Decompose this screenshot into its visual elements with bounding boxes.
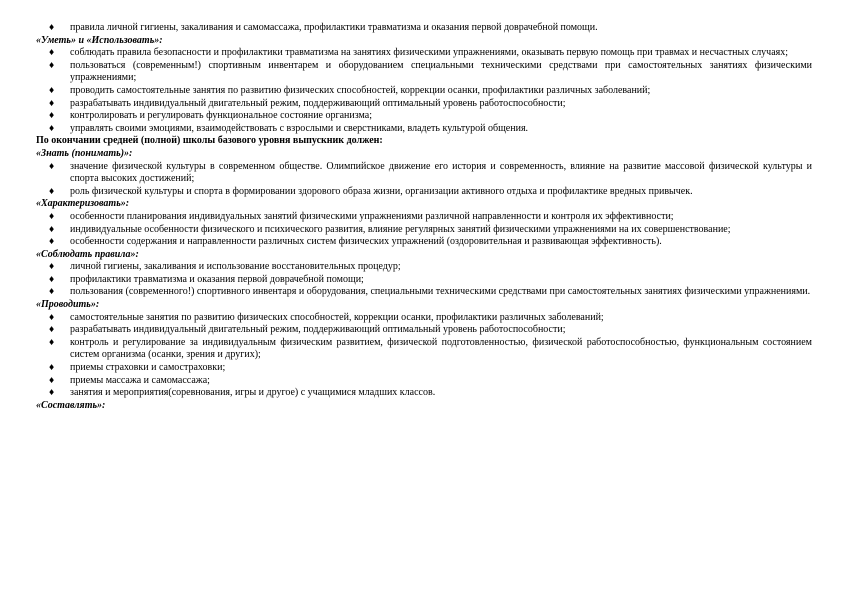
list-item bbox=[36, 261, 812, 274]
list-item-text: проводить самостоятельные занятия по развитию физических способностей, коррекции осанки, профилактики различных заболеваний; bbox=[70, 84, 651, 96]
list-item-text: пользования (современного!) спортивного инвентаря и оборудования, специальными техническими средствами при самостоятельных занятиях физическими упражнениями. bbox=[70, 286, 811, 298]
bullet-list bbox=[36, 312, 812, 400]
list-item bbox=[36, 224, 812, 237]
diamond-bullet-icon: ♦ bbox=[48, 237, 56, 247]
diamond-bullet-icon: ♦ bbox=[48, 287, 56, 297]
document-body bbox=[36, 22, 812, 412]
list-item-text: приемы страховки и самостраховки; bbox=[70, 362, 226, 374]
list-item bbox=[36, 324, 812, 337]
list-item-text: пользоваться (современным!) спортивным инвентарем и оборудованием специальными техническими средствами при самостоятельных занятиях физическими упражнениями; bbox=[70, 59, 812, 84]
diamond-bullet-icon: ♦ bbox=[48, 23, 56, 32]
list-item bbox=[36, 98, 812, 111]
diamond-bullet-icon: ♦ bbox=[48, 388, 56, 398]
list-item-text: управлять своими эмоциями, взаимодействовать с взрослыми и сверстниками, владеть культурой общения. bbox=[70, 122, 529, 134]
list-item bbox=[36, 286, 812, 299]
list-item-text: разрабатывать индивидуальный двигательный режим, поддерживающий оптимальный уровень работоспособности; bbox=[70, 97, 566, 109]
list-item-text: индивидуальные особенности физического и психического развития, влияние регулярных занятий физическими упражнениями на их совершенствование; bbox=[70, 223, 731, 235]
list-item bbox=[36, 22, 812, 35]
diamond-bullet-icon: ♦ bbox=[48, 363, 56, 373]
diamond-bullet-icon: ♦ bbox=[48, 375, 56, 385]
list-item bbox=[36, 123, 812, 136]
list-item-text: занятия и мероприятия(соревнования, игры и другое) с учащимися младших классов. bbox=[70, 387, 436, 399]
diamond-bullet-icon: ♦ bbox=[48, 337, 56, 347]
bullet-list bbox=[36, 261, 812, 299]
bullet-list bbox=[36, 22, 812, 35]
list-item bbox=[36, 375, 812, 388]
diamond-bullet-icon: ♦ bbox=[48, 111, 56, 121]
section-heading: «Проводить»: bbox=[36, 299, 100, 311]
section-heading: «Знать (понимать)»: bbox=[36, 147, 133, 159]
list-item bbox=[36, 387, 812, 400]
list-item-text: личной гигиены, закаливания и использование восстановительных процедур; bbox=[70, 261, 401, 273]
diamond-bullet-icon: ♦ bbox=[48, 262, 56, 272]
list-item bbox=[36, 47, 812, 60]
diamond-bullet-icon: ♦ bbox=[48, 98, 56, 108]
list-item bbox=[36, 60, 812, 85]
diamond-bullet-icon: ♦ bbox=[48, 123, 56, 133]
section-heading: «Соблюдать правила»: bbox=[36, 248, 139, 260]
list-item bbox=[36, 312, 812, 325]
section-heading: «Уметь» и «Использовать»: bbox=[36, 34, 163, 46]
list-item-text: соблюдать правила безопасности и профилактики травматизма на занятиях физическими упражнениями, оказывать первую помощь при травмах и несчастных случаях; bbox=[70, 47, 789, 59]
list-item bbox=[36, 186, 812, 199]
list-item-text: разрабатывать индивидуальный двигательный режим, поддерживающий оптимальный уровень работоспособности; bbox=[70, 324, 566, 336]
diamond-bullet-icon: ♦ bbox=[48, 325, 56, 335]
list-item bbox=[36, 362, 812, 375]
section-heading: «Характеризовать»: bbox=[36, 198, 130, 210]
list-item bbox=[36, 337, 812, 362]
list-item-text: профилактики травматизма и оказания первой доврачебной помощи; bbox=[70, 273, 364, 285]
list-item-text: значение физической культуры в современном обществе. Олимпийское движение его история и современность, влияние на развитие массовой физической культуры и спорта высоких достижений; bbox=[70, 160, 812, 185]
list-item-text: особенности планирования индивидуальных занятий физическими упражнениями различной направленности и контроля их эффективности; bbox=[70, 210, 674, 222]
list-item bbox=[36, 161, 812, 186]
list-item-text: контролировать и регулировать функциональное состояние организма; bbox=[70, 110, 373, 122]
diamond-bullet-icon: ♦ bbox=[48, 85, 56, 95]
bullet-list bbox=[36, 161, 812, 199]
list-item bbox=[36, 85, 812, 98]
list-item-text: правила личной гигиены, закаливания и самомассажа, профилактики травматизма и оказания первой доврачебной помощи. bbox=[70, 22, 598, 33]
diamond-bullet-icon: ♦ bbox=[48, 211, 56, 221]
list-item-text: самостоятельные занятия по развитию физических способностей, коррекции осанки, профилактики различных заболеваний; bbox=[70, 311, 604, 323]
section-heading: «Составлять»: bbox=[36, 399, 106, 411]
diamond-bullet-icon: ♦ bbox=[48, 60, 56, 70]
list-item-text: особенности содержания и направленности различных систем физических упражнений (оздоровительная и развивающая эффективность). bbox=[70, 236, 662, 248]
list-item-text: приемы массажа и самомассажа; bbox=[70, 374, 210, 386]
bullet-list bbox=[36, 211, 812, 249]
list-item bbox=[36, 211, 812, 224]
bullet-list bbox=[36, 47, 812, 135]
diamond-bullet-icon: ♦ bbox=[48, 161, 56, 171]
list-item bbox=[36, 274, 812, 287]
level-heading: По окончании средней (полной) школы базового уровня выпускник должен: bbox=[36, 135, 383, 147]
list-item-text: роль физической культуры и спорта в формировании здорового образа жизни, организации активного отдыха и профилактике вредных привычек. bbox=[70, 185, 693, 197]
diamond-bullet-icon: ♦ bbox=[48, 312, 56, 322]
diamond-bullet-icon: ♦ bbox=[48, 224, 56, 234]
list-item bbox=[36, 110, 812, 123]
list-item-text: контроль и регулирование за индивидуальным физическим развитием, физической подготовленностью, физической работоспособностью, функциональным состоянием систем организма (осанки, зрения и других); bbox=[70, 336, 812, 361]
diamond-bullet-icon: ♦ bbox=[48, 186, 56, 196]
list-item bbox=[36, 236, 812, 249]
diamond-bullet-icon: ♦ bbox=[48, 274, 56, 284]
diamond-bullet-icon: ♦ bbox=[48, 48, 56, 58]
